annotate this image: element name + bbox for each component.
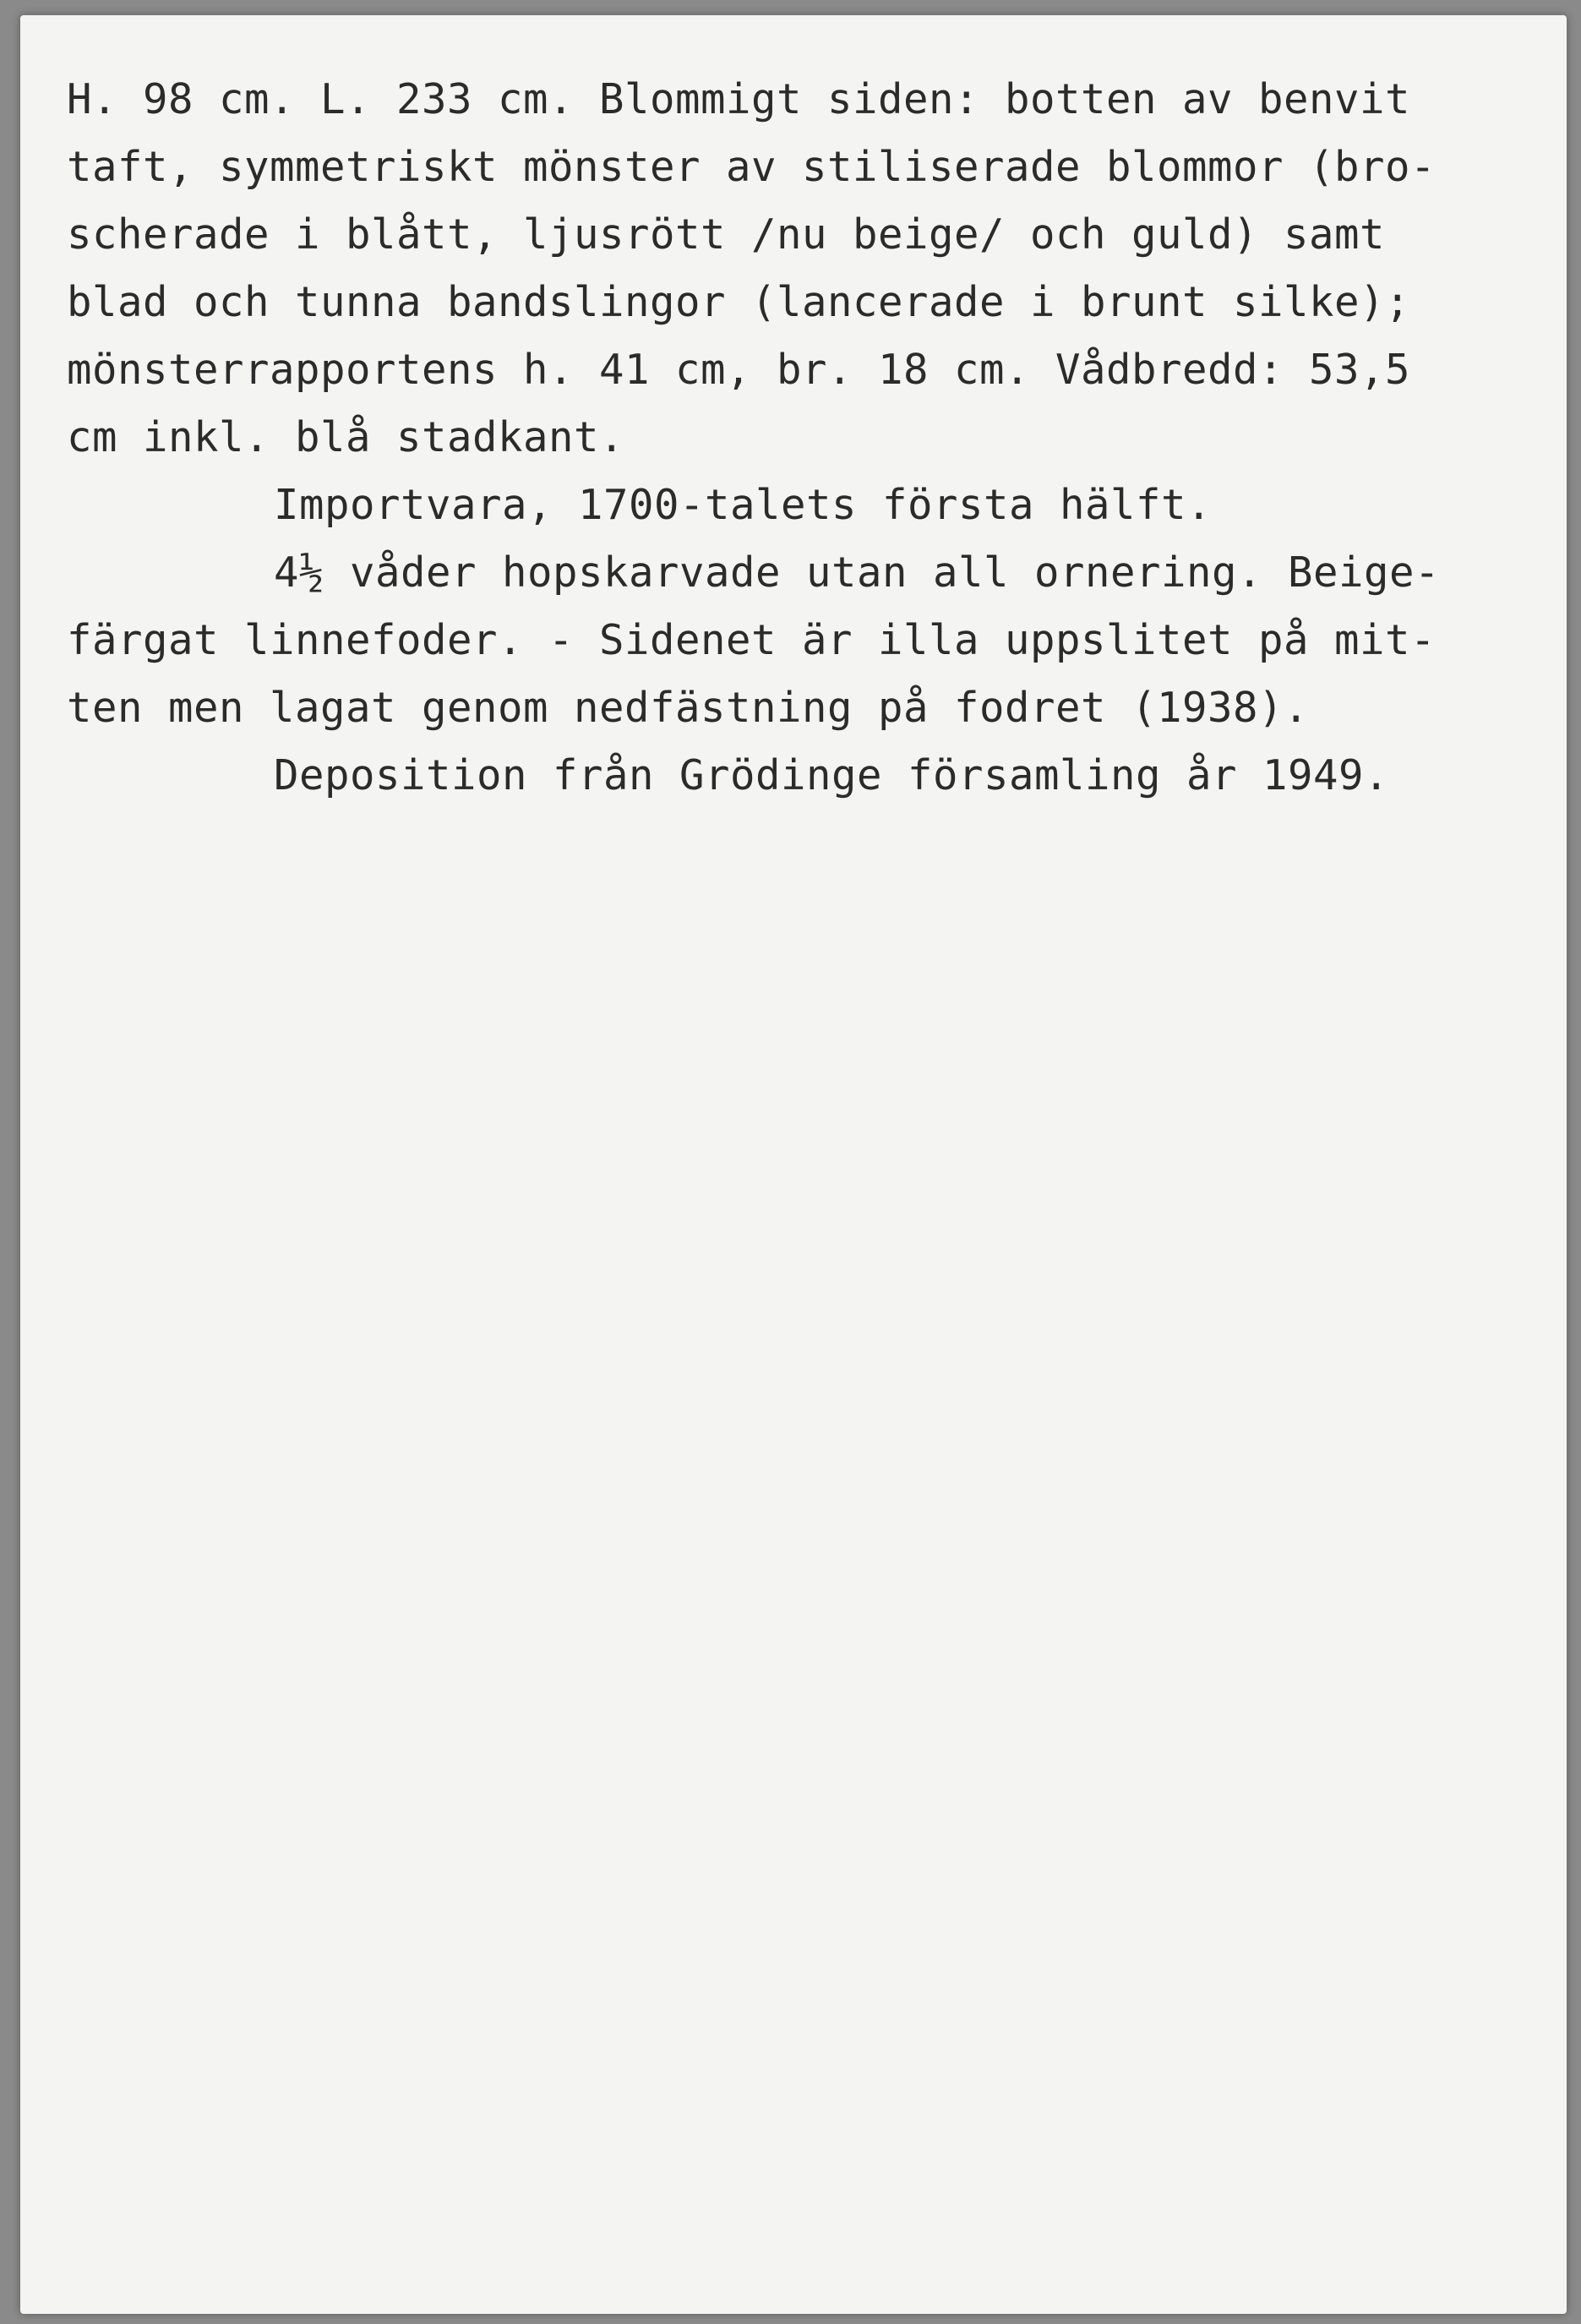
- text-line-6: cm inkl. blå stadkant.: [67, 413, 625, 461]
- text-line-11: Deposition från Grödinge församling år 1949.: [274, 751, 1390, 799]
- text-line-3: scherade i blått, ljusrött /nu beige/ och guld) samt: [67, 210, 1386, 259]
- text-line-5: mönsterrapportens h. 41 cm, br. 18 cm. Vådbredd: 53,5: [67, 346, 1411, 394]
- text-line-9: färgat linnefoder. - Sidenet är illa uppslitet på mit-: [67, 616, 1437, 664]
- text-line-7: Importvara, 1700-talets första hälft.: [274, 481, 1213, 529]
- text-line-10: ten men lagat genom nedfästning på fodret (1938).: [67, 684, 1310, 732]
- text-line-2: taft, symmetriskt mönster av stiliserade blommor (bro-: [67, 143, 1437, 191]
- catalog-card: [20, 15, 1567, 2314]
- text-line-4: blad och tunna bandslingor (lancerade i brunt silke);: [67, 278, 1411, 326]
- text-line-8: 4½ våder hopskarvade utan all ornering. Beige-: [274, 548, 1441, 597]
- text-line-1: H. 98 cm. L. 233 cm. Blommigt siden: botten av benvit: [67, 75, 1411, 123]
- card-text: [67, 66, 1520, 810]
